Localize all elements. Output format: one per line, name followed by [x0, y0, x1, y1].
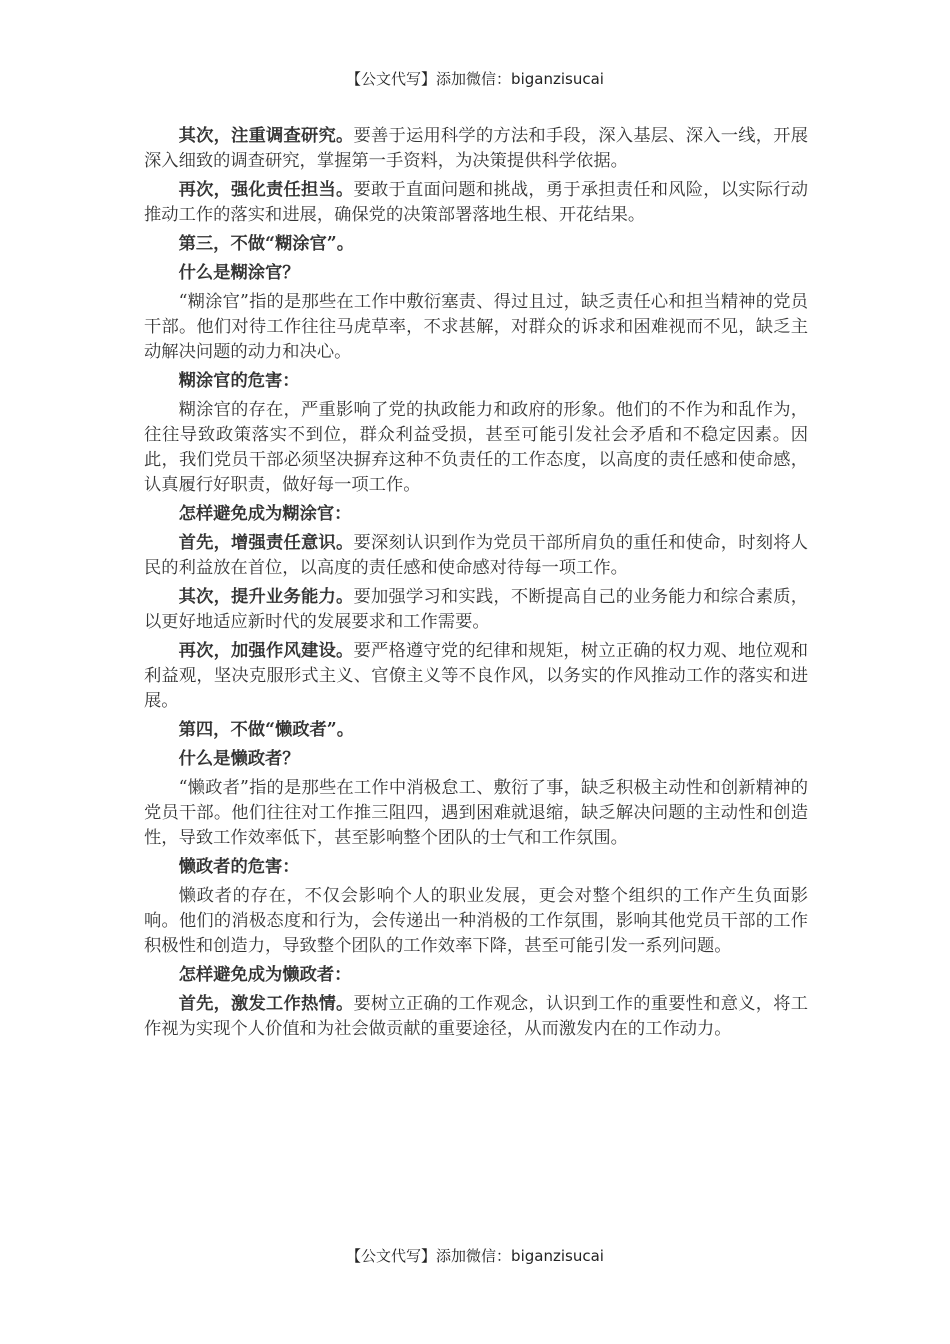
- paragraph-text: 要树立正确的工作观念，认识到工作的重要性和意义，将工作视为实现个人价值和为社会做贡献的重要途径，从而激发内在的工作动力。: [144, 994, 808, 1039]
- subheading: 怎样避免成为懒政者：: [178, 965, 352, 985]
- page-header: 【公文代写】添加微信：biganzisucai: [346, 70, 604, 88]
- subheading: 怎样避免成为糊涂官：: [178, 504, 352, 524]
- paragraph-text: 要加强学习和实践，不断提高自己的业务能力和综合素质，以更好地适应新时代的发展要求和工作需要。: [144, 587, 808, 632]
- subheading: 懒政者的危害：: [178, 857, 300, 877]
- paragraph: [144, 585, 808, 635]
- paragraph: [144, 124, 808, 174]
- paragraph-lead: 再次，强化责任担当。: [178, 180, 354, 200]
- paragraph: [144, 992, 808, 1042]
- paragraph-lead: 首先，增强责任意识。: [178, 533, 354, 553]
- paragraph-lead: 再次，加强作风建设。: [178, 641, 354, 661]
- paragraph: [144, 639, 808, 714]
- paragraph: [144, 531, 808, 581]
- document-body: [144, 124, 808, 1046]
- paragraph: 糊涂官的存在，严重影响了党的执政能力和政府的形象。他们的不作为和乱作为，往往导致政策落实不到位，群众利益受损，甚至可能引发社会矛盾和不稳定因素。因此，我们党员干部必须坚决摒弃这种不负责任的工作态度，以高度的责任感和使命感，认真履行好职责，做好每一项工作。: [144, 400, 808, 495]
- paragraph-text: 要善于运用科学的方法和手段，深入基层、深入一线，开展深入细致的调查研究，掌握第一手资料，为决策提供科学依据。: [144, 126, 808, 171]
- paragraph: 懒政者的存在，不仅会影响个人的职业发展，更会对整个组织的工作产生负面影响。他们的消极态度和行为，会传递出一种消极的工作氛围，影响其他党员干部的工作积极性和创造力，导致整个团队的工作效率下降，甚至可能引发一系列问题。: [144, 886, 808, 956]
- paragraph: “糊涂官”指的是那些在工作中敷衍塞责、得过且过，缺乏责任心和担当精神的党员干部。他们对待工作往往马虎草率，不求甚解，对群众的诉求和困难视而不见，缺乏主动解决问题的动力和决心。: [144, 292, 808, 362]
- paragraph-lead: 其次，提升业务能力。: [178, 587, 354, 607]
- section-heading: 第四，不做“懒政者”。: [178, 720, 355, 740]
- paragraph-text: 要严格遵守党的纪律和规矩，树立正确的权力观、地位观和利益观，坚决克服形式主义、官僚主义等不良作风，以务实的作风推动工作的落实和进展。: [144, 641, 808, 711]
- paragraph-text: 要深刻认识到作为党员干部所肩负的重任和使命，时刻将人民的利益放在首位，以高度的责任感和使命感对待每一项工作。: [144, 533, 808, 578]
- paragraph: “懒政者”指的是那些在工作中消极怠工、敷衍了事，缺乏积极主动性和创新精神的党员干部。他们往往对工作推三阻四，遇到困难就退缩，缺乏解决问题的主动性和创造性，导致工作效率低下，甚至影响整个团队的士气和工作氛围。: [144, 778, 808, 848]
- paragraph-lead: 首先，激发工作热情。: [178, 994, 354, 1014]
- page-footer: 【公文代写】添加微信：biganzisucai: [346, 1247, 604, 1265]
- paragraph: [144, 178, 808, 228]
- subheading: 什么是懒政者？: [178, 749, 300, 769]
- subheading: 糊涂官的危害：: [178, 371, 300, 391]
- section-heading: 第三，不做“糊涂官”。: [178, 234, 355, 254]
- paragraph-text: 要敢于直面问题和挑战，勇于承担责任和风险，以实际行动推动工作的落实和进展，确保党的决策部署落地生根、开花结果。: [144, 180, 808, 225]
- subheading: 什么是糊涂官？: [178, 263, 300, 283]
- paragraph-lead: 其次，注重调查研究。: [178, 126, 354, 146]
